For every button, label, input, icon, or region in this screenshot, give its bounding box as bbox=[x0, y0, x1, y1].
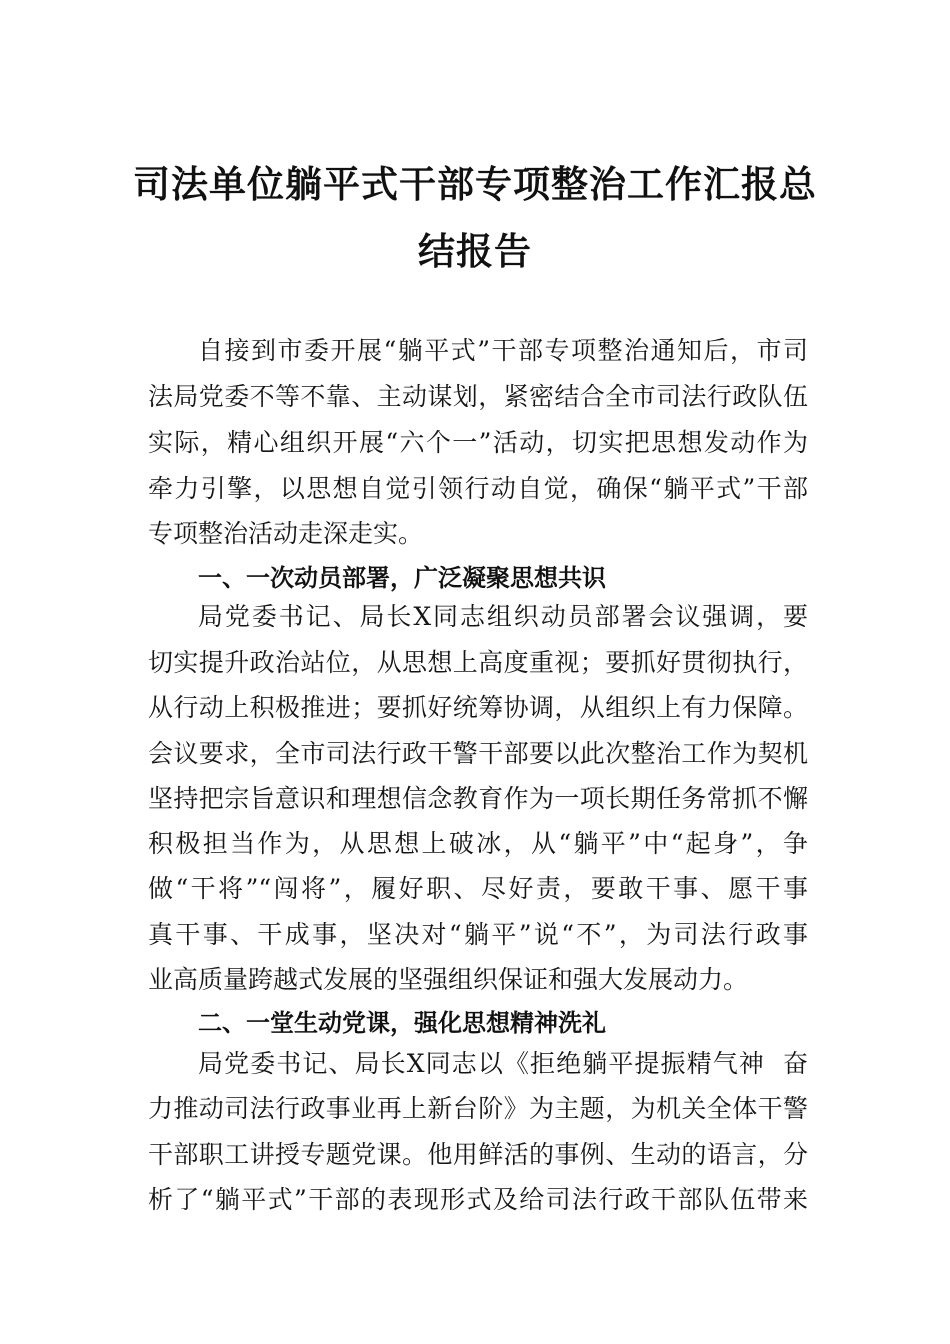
section-1-paragraph-line: 切实提升政治站位，从思想上高度重视；要抓好贯彻执行， bbox=[148, 648, 808, 677]
section-1-paragraph-line: 局党委书记、局长X同志组织动员部署会议强调，要 bbox=[198, 602, 808, 631]
document-title-line-2: 结报告 bbox=[418, 230, 532, 273]
intro-paragraph-line: 法局党委不等不靠、主动谋划，紧密结合全市司法行政队伍 bbox=[148, 382, 808, 411]
section-1-paragraph-line: 积极担当作为，从思想上破冰，从“躺平”中“起身”，争 bbox=[148, 829, 808, 858]
intro-paragraph-line: 专项整治活动走深走实。 bbox=[148, 519, 424, 548]
intro-paragraph-line: 牵力引擎，以思想自觉引领行动自觉，确保“躺平式”干部 bbox=[148, 474, 808, 503]
document-title-line-1: 司法单位躺平式干部专项整治工作汇报总 bbox=[133, 163, 817, 206]
section-2-paragraph-line: 析了“躺平式”干部的表现形式及给司法行政干部队伍带来 bbox=[148, 1185, 808, 1214]
section-1-paragraph-line: 真干事、干成事，坚决对“躺平”说“不”，为司法行政事 bbox=[148, 920, 808, 949]
section-1-paragraph-line: 从行动上积极推进；要抓好统筹协调，从组织上有力保障。 bbox=[148, 693, 808, 722]
section-2-paragraph-line: 局党委书记、局长X同志以《拒绝躺平提振精气神 奋 bbox=[198, 1049, 808, 1078]
section-2-heading: 二、一堂生动党课，强化思想精神洗礼 bbox=[198, 1009, 606, 1037]
section-1-heading: 一、一次动员部署，广泛凝聚思想共识 bbox=[198, 564, 606, 592]
section-1-paragraph-line: 业高质量跨越式发展的坚强组织保证和强大发展动力。 bbox=[148, 965, 749, 994]
section-1-paragraph-line: 坚持把宗旨意识和理想信念教育作为一项长期任务常抓不懈 bbox=[148, 784, 808, 813]
intro-paragraph-line: 实际，精心组织开展“六个一”活动，切实把思想发动作为 bbox=[148, 428, 808, 457]
section-2-paragraph-line: 力推动司法行政事业再上新台阶》为主题，为机关全体干警 bbox=[148, 1094, 808, 1123]
section-1-paragraph-line: 会议要求，全市司法行政干警干部要以此次整治工作为契机 bbox=[148, 739, 808, 768]
intro-paragraph-line: 自接到市委开展“躺平式”干部专项整治通知后，市司 bbox=[198, 336, 808, 365]
section-1-paragraph-line: 做“干将”“闯将”，履好职、尽好责，要敢干事、愿干事 bbox=[148, 874, 808, 903]
section-2-paragraph-line: 干部职工讲授专题党课。他用鲜活的事例、生动的语言，分 bbox=[148, 1140, 808, 1169]
